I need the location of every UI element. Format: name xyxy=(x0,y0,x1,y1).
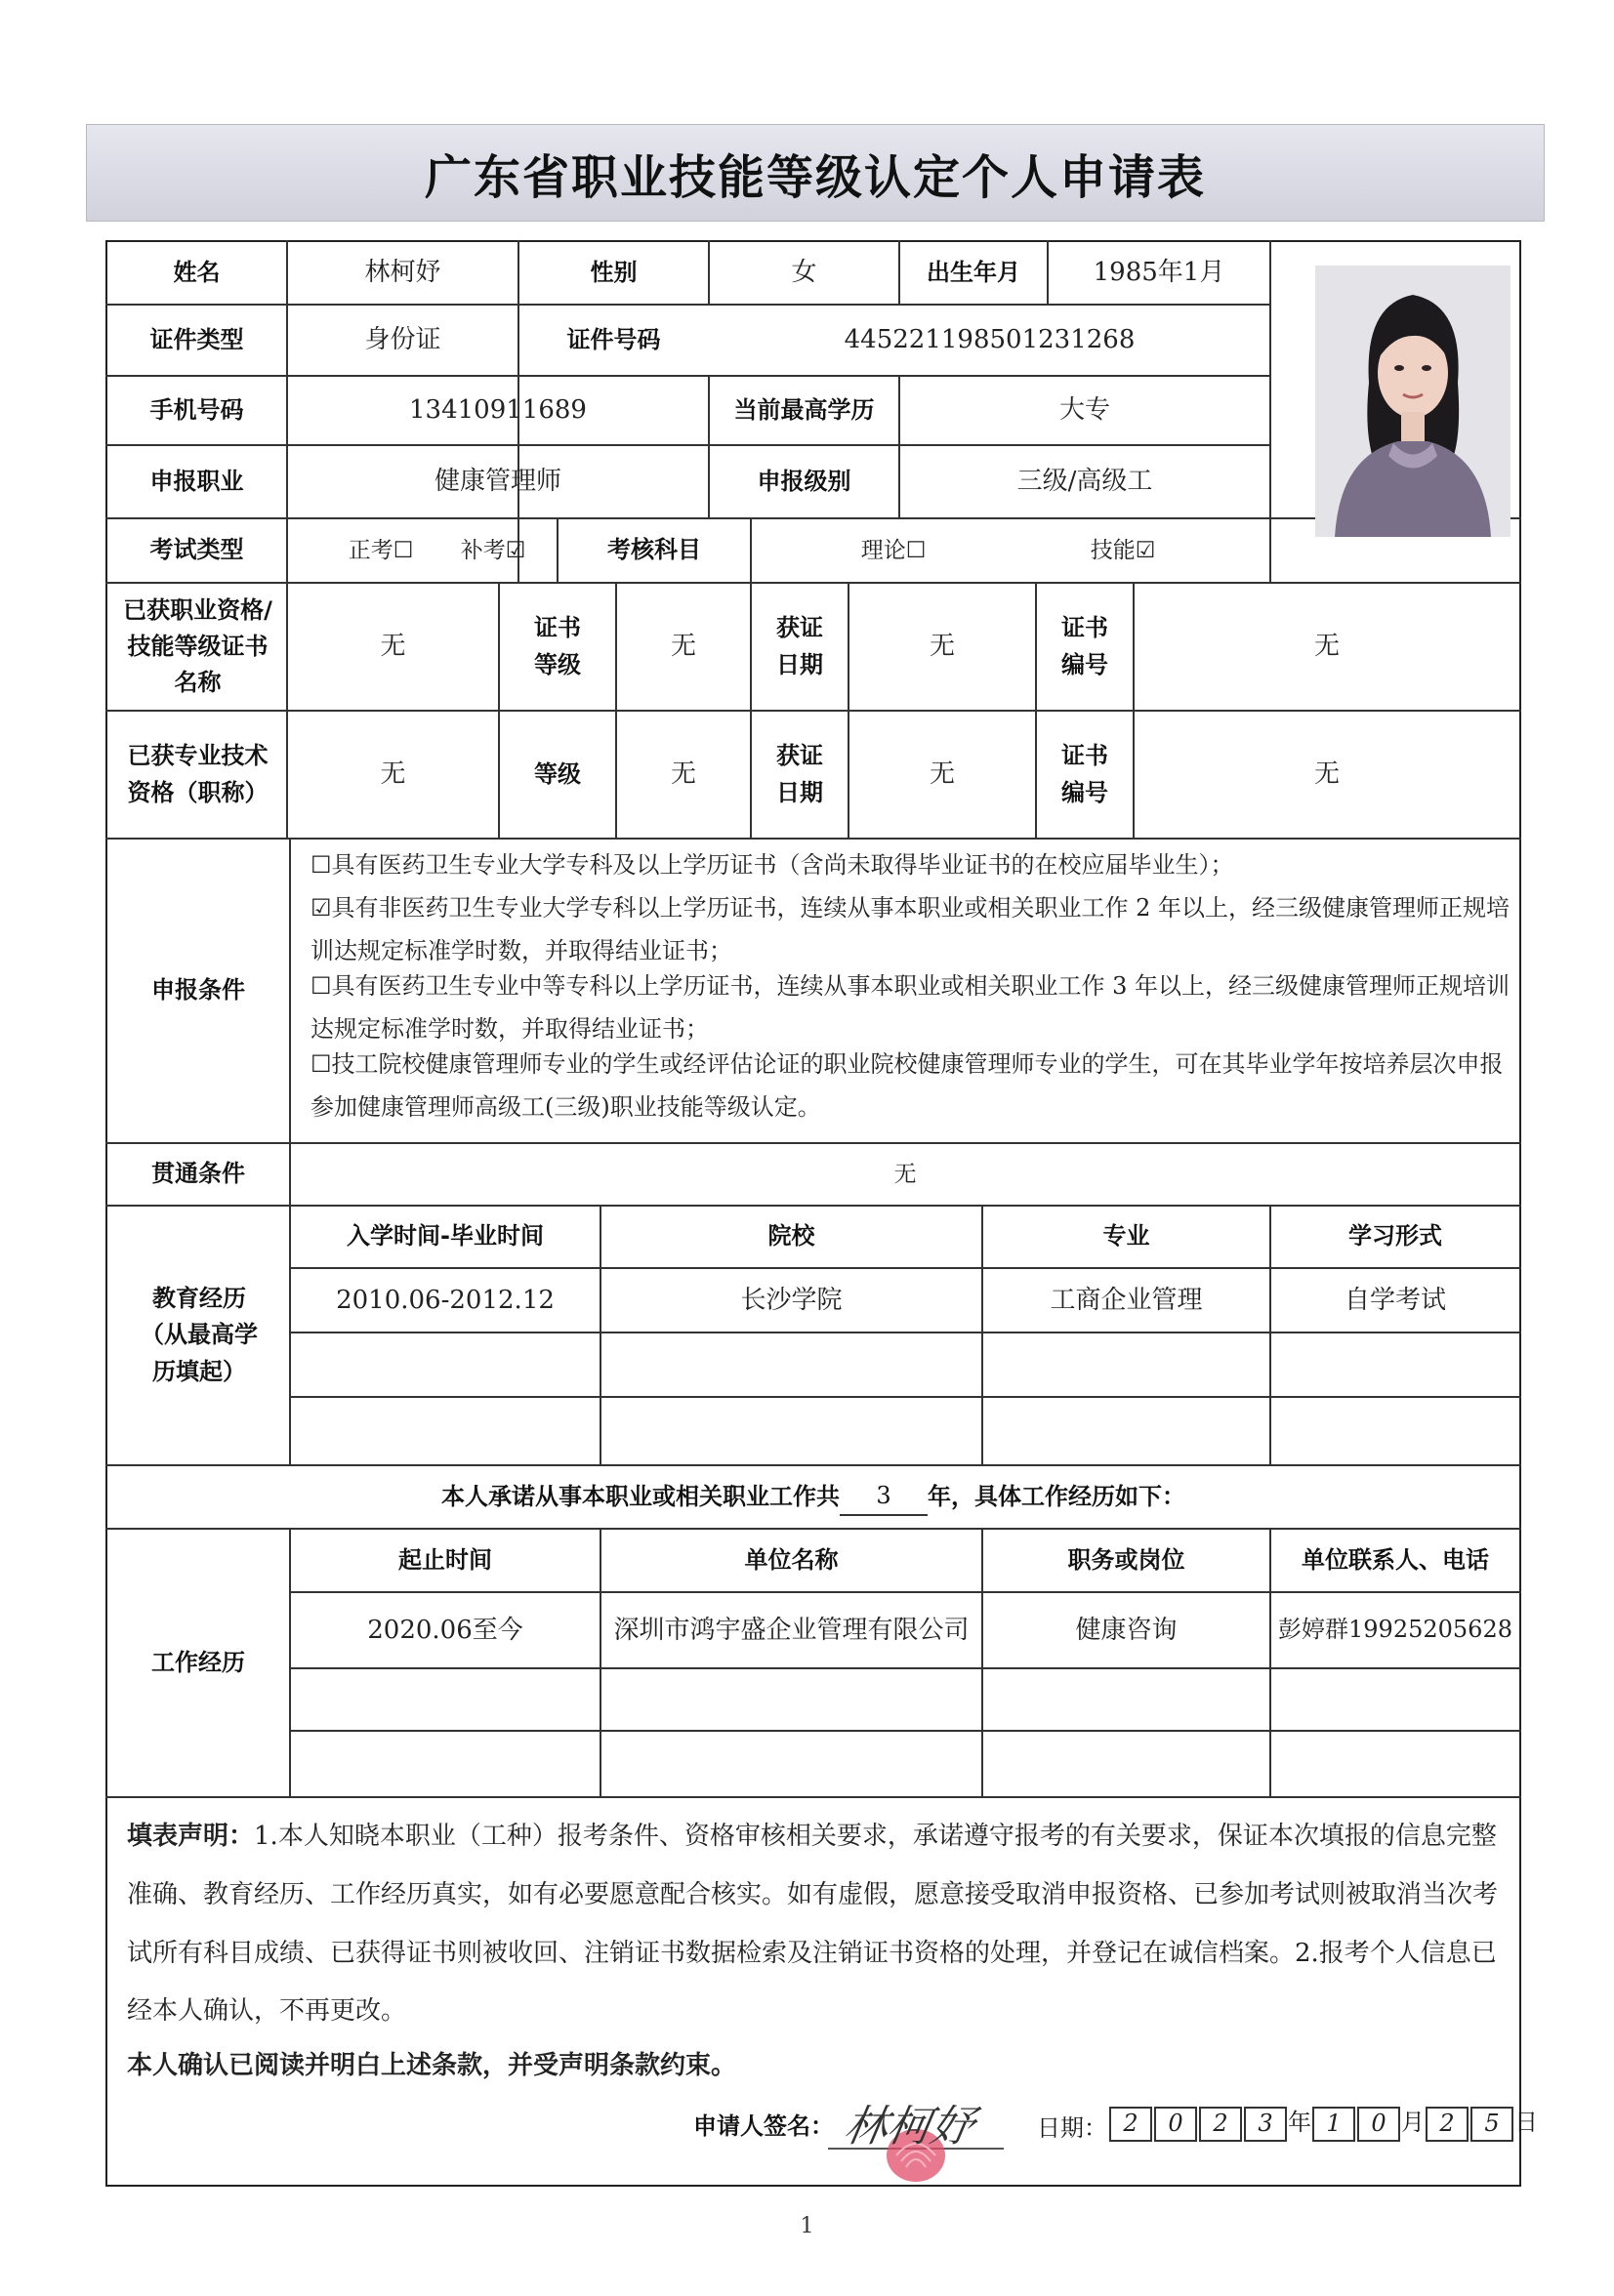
work-header-employer: 单位名称 xyxy=(744,1545,839,1574)
birth-field[interactable]: 1985年1月 xyxy=(1093,258,1225,288)
declaration-head: 填表声明： xyxy=(127,1822,255,1851)
grid-line xyxy=(291,1730,1521,1732)
title-cert-label: 已获专业技术资格（职称） xyxy=(127,742,269,806)
level-field[interactable]: 三级/高级工 xyxy=(1016,467,1153,497)
gender-field[interactable]: 女 xyxy=(791,258,817,288)
birth-label: 出生年月 xyxy=(927,258,1020,286)
year-unit: 年 xyxy=(1288,2109,1311,2136)
id-no-field[interactable]: 445221198501231268 xyxy=(844,325,1136,355)
grid-line xyxy=(105,517,1521,519)
id-type-label: 证件类型 xyxy=(149,325,244,353)
education-header-school: 院校 xyxy=(767,1222,815,1250)
year-digit-box[interactable]: 2 xyxy=(1199,2107,1242,2142)
cert-date-label: 获证日期 xyxy=(776,614,823,678)
work-header-period: 起止时间 xyxy=(398,1545,492,1574)
education-header-mode: 学习形式 xyxy=(1348,1222,1442,1250)
education-header-period: 入学时间-毕业时间 xyxy=(347,1222,544,1250)
year-digit-box[interactable]: 2 xyxy=(1109,2107,1152,2142)
title-grade-field[interactable]: 无 xyxy=(670,759,696,790)
signature-field[interactable] xyxy=(828,2097,1004,2150)
phone-field[interactable]: 13410911689 xyxy=(409,395,587,426)
signature-label: 申请人签名： xyxy=(693,2112,834,2140)
month-digit-box[interactable]: 0 xyxy=(1357,2107,1400,2142)
grid-line xyxy=(105,1796,1521,1798)
date-label: 日期： xyxy=(1037,2114,1107,2142)
work-pledge xyxy=(107,1466,1519,1528)
work-header-position: 职务或岗位 xyxy=(1067,1545,1185,1574)
form-title: 广东省职业技能等级认定个人申请表 xyxy=(424,149,1206,205)
education-row-school[interactable]: 长沙学院 xyxy=(740,1285,843,1315)
job-label: 申报职业 xyxy=(149,467,244,495)
work-row-period[interactable]: 2020.06至今 xyxy=(367,1615,523,1645)
through-label: 贯通条件 xyxy=(151,1160,245,1188)
grid-line xyxy=(291,1332,1521,1333)
title-grade-label: 等级 xyxy=(534,759,581,788)
condition-option-3[interactable]: ☐具有医药卫生专业中等专科以上学历证书，连续从事本职业或相关职业工作 3 年以上，经三级健康管理师正规培训达规定标准学时数，并取得结业证书； xyxy=(310,972,1511,1044)
id-no-label: 证件号码 xyxy=(566,325,661,353)
education-row-mode[interactable]: 自学考试 xyxy=(1344,1285,1446,1315)
phone-label: 手机号码 xyxy=(149,395,244,424)
id-type-field[interactable]: 身份证 xyxy=(364,325,441,355)
condition-option-1[interactable]: ☐具有医药卫生专业大学专科及以上学历证书（含尚未取得毕业证书的在校应届毕业生）； xyxy=(310,851,1234,879)
education-level-label: 当前最高学历 xyxy=(733,395,875,424)
title-cert-field[interactable]: 无 xyxy=(380,759,406,790)
cert-grade-label: 证书等级 xyxy=(534,614,581,678)
education-level-field[interactable]: 大专 xyxy=(1058,395,1110,426)
exam-type-regular-checkbox[interactable]: 正考☐ xyxy=(348,537,414,563)
gender-label: 性别 xyxy=(590,258,638,286)
work-years-field[interactable]: 3 xyxy=(840,1478,928,1516)
work-label: 工作经历 xyxy=(151,1648,245,1676)
cert-name-label: 已获职业资格/技能等级证书名称 xyxy=(123,595,272,697)
day-digit-box[interactable]: 5 xyxy=(1470,2107,1513,2142)
work-row-employer[interactable]: 深圳市鸿宇盛企业管理有限公司 xyxy=(613,1615,970,1645)
condition-option-2[interactable]: ☑具有非医药卫生专业大学专科以上学历证书，连续从事本职业或相关职业工作 2 年以上，经三级健康管理师正规培训达规定标准学时数，并取得结业证书； xyxy=(310,894,1511,965)
education-header-major: 专业 xyxy=(1102,1222,1150,1250)
year-digit-box[interactable]: 3 xyxy=(1244,2107,1287,2142)
level-label: 申报级别 xyxy=(757,467,851,495)
grid-line xyxy=(1269,240,1271,582)
education-row-period[interactable]: 2010.06-2012.12 xyxy=(336,1285,555,1315)
month-unit: 月 xyxy=(1401,2109,1425,2136)
work-row-contact[interactable]: 彭婷群19925205628 xyxy=(1278,1616,1512,1644)
grid-line xyxy=(105,838,1521,840)
work-header-contact: 单位联系人、电话 xyxy=(1302,1545,1489,1574)
declaration-body: 1.本人知晓本职业（工种）报考条件、资格审核相关要求，承诺遵守报考的有关要求，保证本次填报的信息完整准确、教育经历、工作经历真实，如有必要愿意配合核实。如有虚假，愿意接受取消申报资格、已参加考试则被取消当次考试所有科目成绩、已获得证书则被收回、注销证书数据检索及注销证书资格的处理，并登记在诚信档案。2.报考个人信息已经本人确认，不再更改。 xyxy=(127,1822,1499,2027)
title-no-field[interactable]: 无 xyxy=(1313,759,1340,790)
name-label: 姓名 xyxy=(173,258,221,286)
education-row-major[interactable]: 工商企业管理 xyxy=(1050,1285,1203,1315)
signature-row xyxy=(693,2089,1538,2157)
education-label: 教育经历（从最高学历填起） xyxy=(141,1285,258,1385)
cert-date-field[interactable]: 无 xyxy=(929,632,955,662)
work-row-position[interactable]: 健康咨询 xyxy=(1075,1615,1178,1645)
page-number: 1 xyxy=(800,2214,814,2238)
grid-line xyxy=(291,1667,1521,1669)
title-date-label: 获证日期 xyxy=(776,742,823,806)
job-field[interactable]: 健康管理师 xyxy=(434,467,561,497)
title-no-label: 证书编号 xyxy=(1061,742,1108,806)
through-field[interactable]: 无 xyxy=(893,1161,917,1187)
exam-type-makeup-checkbox[interactable]: 补考☑ xyxy=(460,537,526,563)
cert-name-field[interactable]: 无 xyxy=(380,632,406,662)
applicant-photo xyxy=(1315,266,1511,537)
subject-skill-checkbox[interactable]: 技能☑ xyxy=(1090,537,1156,563)
day-digit-box[interactable]: 2 xyxy=(1426,2107,1469,2142)
declaration-confirm: 本人确认已阅读并明白上述条款，并受声明条款约束。 xyxy=(127,2051,737,2080)
cert-grade-field[interactable]: 无 xyxy=(670,632,696,662)
declaration-confirm-row xyxy=(127,2048,1509,2083)
year-digit-box[interactable]: 0 xyxy=(1154,2107,1197,2142)
subject-label: 考核科目 xyxy=(607,536,701,564)
form-title-bar xyxy=(86,124,1545,222)
grid-line xyxy=(291,1396,1521,1398)
cert-no-label: 证书编号 xyxy=(1061,614,1108,678)
name-field[interactable]: 林柯妤 xyxy=(364,258,441,288)
conditions-label: 申报条件 xyxy=(151,976,245,1004)
work-pledge-prefix: 本人承诺从事本职业或相关职业工作共 xyxy=(441,1482,840,1510)
signature-text: 林柯妤 xyxy=(840,2102,978,2152)
cert-no-field[interactable]: 无 xyxy=(1313,632,1340,662)
title-date-field[interactable]: 无 xyxy=(929,759,955,790)
day-unit: 日 xyxy=(1514,2109,1538,2136)
declaration-text xyxy=(127,1808,1509,2041)
condition-option-4[interactable]: ☐技工院校健康管理师专业的学生或经评估论证的职业院校健康管理师专业的学生，可在其毕业学年按培养层次申报参加健康管理师高级工(三级)职业技能等级认定。 xyxy=(310,1050,1504,1122)
work-pledge-suffix: 年，具体工作经历如下： xyxy=(928,1482,1185,1510)
date-field[interactable] xyxy=(1108,2103,1538,2142)
exam-type-label: 考试类型 xyxy=(149,536,244,564)
subject-theory-checkbox[interactable]: 理论☐ xyxy=(860,537,927,563)
grid-line xyxy=(750,517,752,582)
month-digit-box[interactable]: 1 xyxy=(1312,2107,1355,2142)
